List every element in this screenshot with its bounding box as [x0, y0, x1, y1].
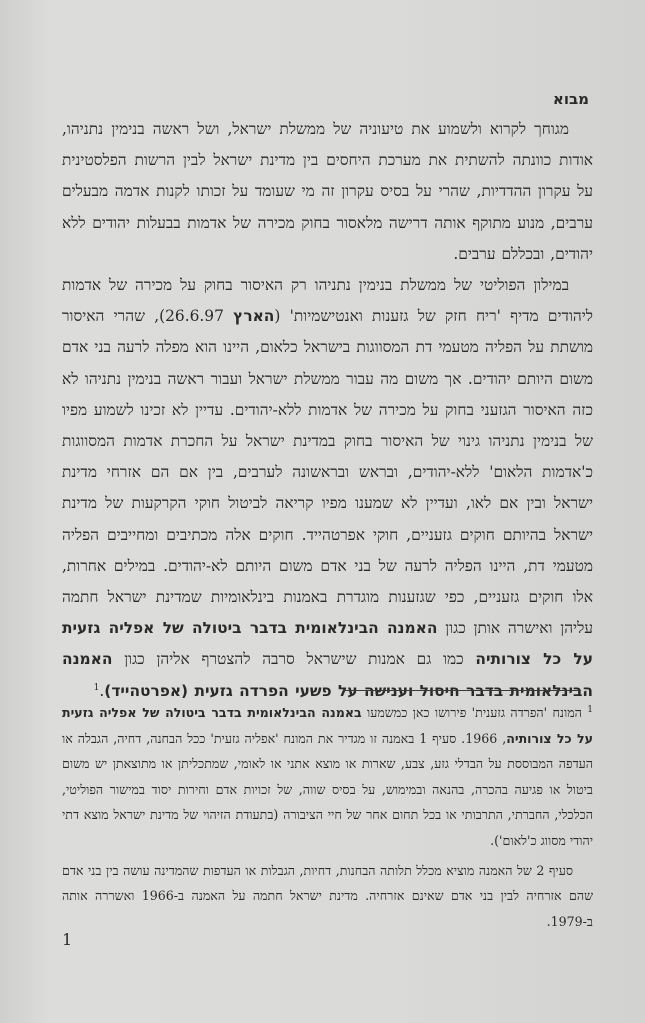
- main-text: [62, 90, 593, 707]
- paragraph-2-part-b: 26.6.97), שהרי האיסור מושתת על הפליה מטעמי דת המסווגות בישראל כלאום, היינו הוא מפלה לרעה בני אדם משום היותם יהודים. אך משום מה עבור ממשלת ישראל ועבור ראשה בנימין נתניהו לא כזה האיסור הגזעני בחוק על מכירה של אדמות ללא-יהודים. עדיין לא זכינו לשמוע מפיו של בנימין נתניהו גינוי של האיסור בחוק במדינת ישראל על החכרת אדמות המסווגות כ'אדמות הלאום' ללא-יהודים, ובראש ובראשונה לערבים, בין אם הם אזרחי מדינת ישראל ובין אם לאו, ועדיין לא שמענו מפיו קריאה לביטול חוקי הקרקעות של מדינת ישראל בהיותם חוקים גזעניים, חוקי אפרטהייד. חוקים אלה מכתיבים ומחייבים הפליה מטעמי דת, היינו הפליה לרעה של בני אדם משום היותם לא-יהודים. במילים אחרות, אלו חוקים גזעניים, כפי שגזענות מוגדרת באמנות בינלאומיות שמדינת ישראל חתמה עליהן ואישרה אותן כגון: [62, 307, 593, 638]
- page-number: 1: [62, 930, 73, 949]
- section-heading: מבוא: [552, 90, 589, 108]
- footnote-ref[interactable]: 1: [93, 682, 100, 693]
- footnote-1-continuation: סעיף 2 של האמנה מוציא מכלל תלותה הבחנות, דחיות, הגבלות או העדפות שהמדינה עושה בין בני אדם שהם אזרחיה לבין בני אדם שאינם אזרחיה. מדינת ישראל חתמה על האמנה ב-1966 ואשררה אותה ב-1979.: [62, 862, 593, 929]
- paragraph-2-end: .: [99, 681, 105, 700]
- footnote-1-part-b: , 1966. סעיף 1 באמנה זו מגדיר את המונח 'אפליה גזעית' ככל הבחנה, דחיה, הגבלה או העדפה המבוססת על הבדלי גזע, צבע, שארות או מוצא אתני או לאומי, שמתכליתן או מתוצאתן יש משום ביטול או פגיעה בהכרה, בהנאה ובמימוש, על בסיס שווה, של זכויות אדם וחירות יסוד במישור הפוליטי, הכלכלי, החברתי, התרבותי או בכל תחום אחר של חיי הציבורה (בתעודת הזיהוי של מדינת ישראל מוצא דתי יהודי מסווג כ'לאום').: [62, 730, 593, 848]
- convention-name-1: האמנה הבינלאומית בדבר ביטולה של אפליה גזעית על כל צורותיה: [62, 619, 593, 669]
- paragraph-2-part-c: כמו גם אמנות שישראל סרבה להצטרף אליהן כגון: [112, 650, 476, 669]
- newspaper-name: הארץ: [233, 307, 275, 326]
- paragraph-2: [62, 270, 593, 707]
- footnote-1-part-a: המונח 'הפרדה גזענית' פירושו כאן כמשמעו: [361, 705, 588, 720]
- paragraph-1: מגוחך לקרוא ולשמוע את טיעוניה של ממשלת ישראל, ושל ראשה בנימין נתניהו, אודות כוונתה להשתית את מערכת היחסים בין מדינת ישראל לבין הרשות הפלסטינית על עקרון ההדדיות, שהרי על בסיס עקרון זה מי שעומד על זכותו לקנות אדמה מבעלים ערבים, מנוע מתוקף אותה דרישה מלאסור בחוק מכירה של אדמות בבעלות יהודים ללא יהודים, ובכללם ערבים.: [62, 120, 593, 263]
- footnote-1: [62, 700, 593, 854]
- footnotes: [62, 700, 593, 934]
- paragraph-2-part-a: במילון הפוליטי של ממשלת בנימין נתניהו רק האיסור בחוק על מכירה של אדמות ליהודים מדיף 'ריח חזק של גזענות ואנטישמיות' (: [62, 276, 593, 326]
- footnote-separator: [343, 690, 581, 691]
- footnote-1-marker: 1: [587, 704, 593, 715]
- convention-name-2: האמנה הבינלאומית בדבר חיסול וענישה על פשעי הפרדה גזעית (אפרטהייד): [62, 650, 593, 700]
- footnote-1-convention: באמנה הבינלאומית בדבר ביטולה של אפליה גזעית על כל צורותיה: [62, 705, 593, 746]
